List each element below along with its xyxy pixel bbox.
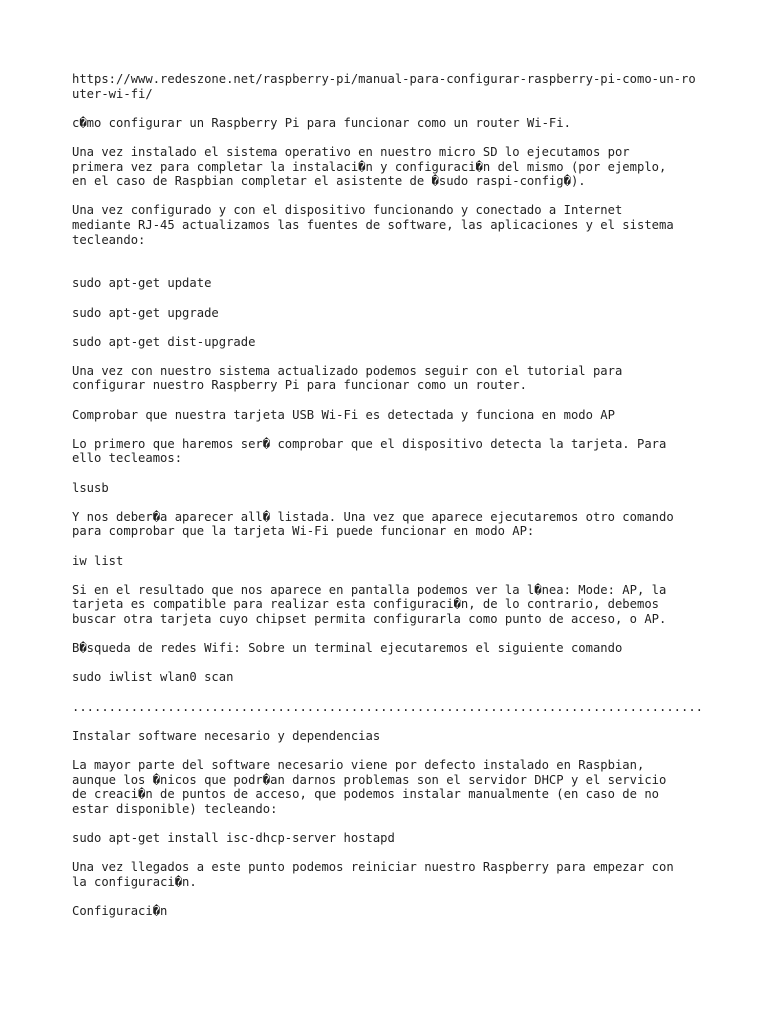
section-heading-configuration: Configuraci�n — [72, 903, 168, 918]
paragraph-mode-ap: Si en el resultado que nos aparece en pantalla podemos ver la l�nea: Mode: AP, la tarjeta es compatible para realizar esta configuraci�n, de lo contrario, debemos buscar otra tarjeta cuyo chipset permita configurarla como punto de acceso, o AP. — [72, 582, 667, 626]
paragraph-system-updated: Una vez con nuestro sistema actualizado podemos seguir con el tutorial para configurar nuestro Raspberry Pi para funcionar como un router. — [72, 363, 623, 393]
command-update: sudo apt-get update — [72, 276, 212, 291]
paragraph-update-instructions: Una vez configurado y con el dispositivo funcionando y conectado a Internet mediante RJ-45 actualizamos las fuentes de software, las aplicaciones y el sistema tecleando: — [72, 203, 674, 247]
source-url: https://www.redeszone.net/raspberry-pi/manual-para-configurar-raspberry-pi-como-un-router-wi-fi/ — [72, 72, 696, 101]
section-heading-check-usb: Comprobar que nuestra tarjeta USB Wi-Fi es detectada y funciona en modo AP — [72, 407, 615, 422]
command-lsusb: lsusb — [72, 480, 109, 495]
section-heading-install-software: Instalar software necesario y dependencias — [72, 728, 381, 743]
command-upgrade: sudo apt-get upgrade — [72, 305, 219, 320]
document-page — [72, 72, 702, 933]
paragraph-software-needed: La mayor parte del software necesario viene por defecto instalado en Raspbian, aunque los �nicos que podr�an darnos problemas son el servidor DHCP y el servicio de creaci�n de puntos de acceso, que podemos instalar manualmente (en caso de no estar disponible) tecleando: — [72, 757, 667, 816]
command-install-dhcp-hostapd: sudo apt-get install isc-dhcp-server hostapd — [72, 830, 395, 845]
paragraph-reboot: Una vez llegados a este punto podemos reiniciar nuestro Raspberry para empezar con la configuraci�n. — [72, 860, 674, 889]
paragraph-listed: Y nos deber�a aparecer all� listada. Una vez que aparece ejecutaremos otro comando para comprobar que la tarjeta Wi-Fi puede funcionar en modo AP: — [72, 509, 674, 539]
command-dist-upgrade: sudo apt-get dist-upgrade — [72, 334, 256, 349]
paragraph-intro-install: Una vez instalado el sistema operativo en nuestro micro SD lo ejecutamos por primera vez para completar la instalaci�n y configuraci�n del mismo (por ejemplo, en el caso de Raspbian completar el asistente de �sudo raspi-config�). — [72, 144, 667, 189]
command-iwlist-scan: sudo iwlist wlan0 scan — [72, 670, 234, 685]
dotted-separator: ...................................................................................... — [72, 699, 704, 714]
paragraph-wifi-search: B�squeda de redes Wifi: Sobre un terminal ejecutaremos el siguiente comando — [72, 641, 623, 656]
document-title: c�mo configurar un Raspberry Pi para funcionar como un router Wi-Fi. — [72, 115, 571, 130]
command-iw-list: iw list — [72, 553, 124, 568]
paragraph-detect-card: Lo primero que haremos ser� comprobar que el dispositivo detecta la tarjeta. Para ello tecleamos: — [72, 436, 667, 466]
